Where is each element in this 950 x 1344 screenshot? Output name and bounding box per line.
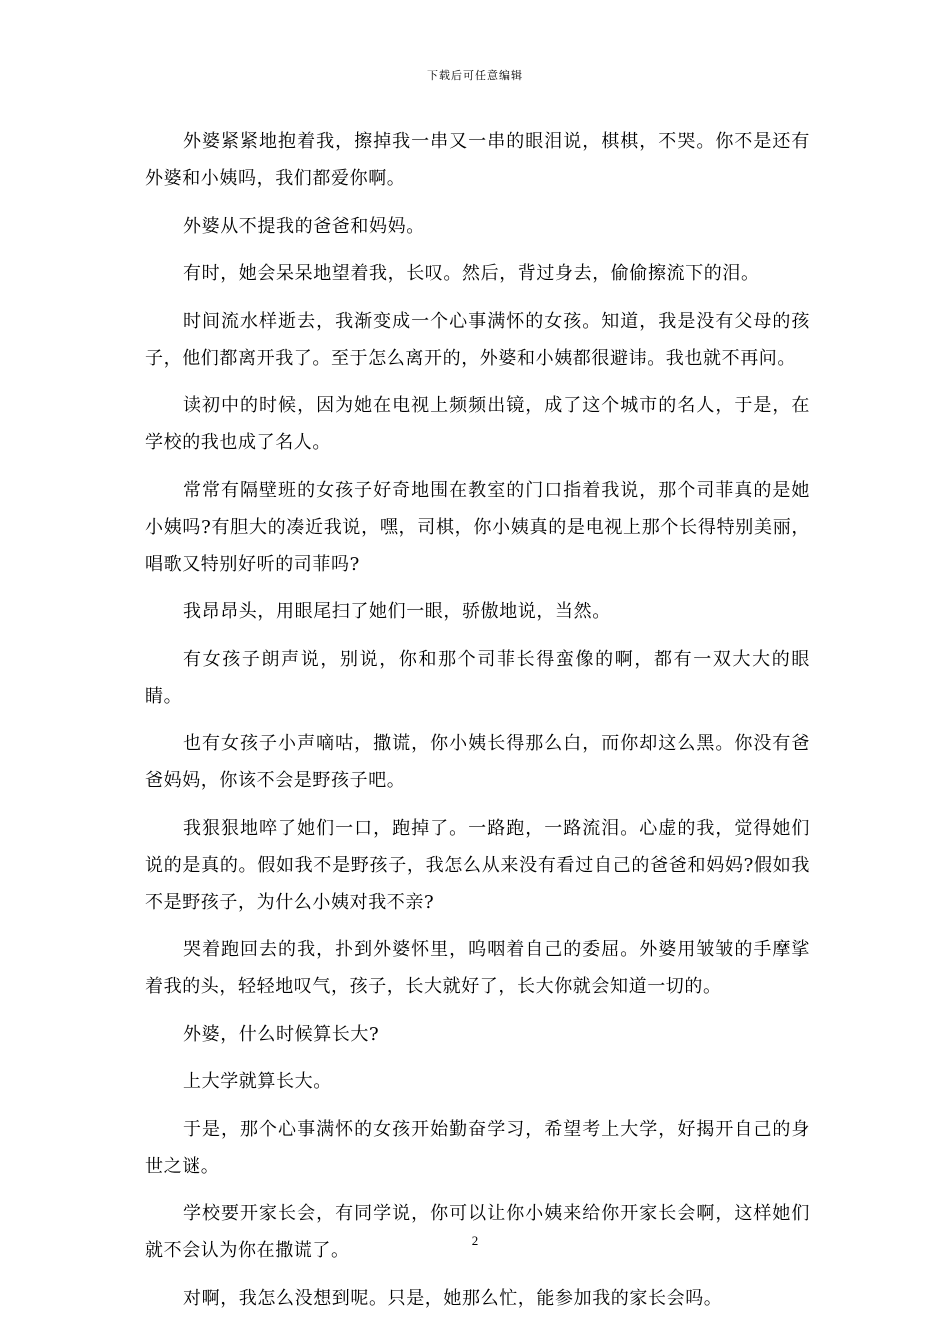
page-number: 2 — [471, 1233, 479, 1248]
paragraph: 外婆从不提我的爸爸和妈妈。 — [183, 215, 425, 237]
paragraph: 外婆，什么时候算长大? — [183, 1023, 380, 1045]
paragraph: 有女孩子朗声说，别说，你和那个司菲长得蛮像的啊，都有一双大大的眼睛。 — [145, 648, 810, 707]
page-header: 下载后可任意编辑 — [427, 69, 523, 82]
paragraph: 读初中的时候，因为她在电视上频频出镜，成了这个城市的名人，于是，在学校的我也成了名人。 — [145, 395, 810, 453]
paragraph: 上大学就算长大。 — [183, 1071, 332, 1092]
document-body — [145, 123, 810, 1317]
paragraph: 学校要开家长会，有同学说，你可以让你小姨来给你开家长会啊，这样她们就不会认为你在撒谎了。 — [145, 1203, 810, 1261]
paragraph: 我狠狠地啐了她们一口，跑掉了。一路跑，一路流泪。心虚的我，觉得她们说的是真的。假如我不是野孩子，我怎么从来没有看过自己的爸爸和妈妈?假如我不是野孩子，为什么小姨对我不亲? — [145, 817, 810, 913]
paragraph: 外婆紧紧地抱着我，擦掉我一串又一串的眼泪说，棋棋，不哭。你不是还有外婆和小姨吗，我们都爱你啊。 — [145, 131, 810, 189]
paragraph: 时间流水样逝去，我渐变成一个心事满怀的女孩。知道，我是没有父母的孩子，他们都离开我了。至于怎么离开的，外婆和小姨都很避讳。我也就不再问。 — [145, 310, 810, 369]
paragraph: 对啊，我怎么没想到呢。只是，她那么忙，能参加我的家长会吗。 — [183, 1287, 723, 1309]
paragraph: 也有女孩子小声嘀咕，撒谎，你小姨长得那么白，而你却这么黑。你没有爸爸妈妈，你该不会是野孩子吧。 — [145, 733, 810, 791]
paragraph: 我昂昂头，用眼尾扫了她们一眼，骄傲地说，当然。 — [183, 601, 611, 622]
paragraph: 有时，她会呆呆地望着我，长叹。然后，背过身去，偷偷擦流下的泪。 — [183, 263, 760, 284]
paragraph: 哭着跑回去的我，扑到外婆怀里，呜咽着自己的委屈。外婆用皱皱的手摩挲着我的头，轻轻地叹气，孩子，长大就好了，长大你就会知道一切的。 — [145, 939, 810, 997]
paragraph: 常常有隔壁班的女孩子好奇地围在教室的门口指着我说，那个司菲真的是她小姨吗?有胆大的凑近我说，嘿，司棋，你小姨真的是电视上那个长得特别美丽，唱歌又特别好听的司菲吗? — [145, 479, 810, 575]
paragraph: 于是，那个心事满怀的女孩开始勤奋学习，希望考上大学，好揭开自己的身世之谜。 — [145, 1118, 810, 1177]
